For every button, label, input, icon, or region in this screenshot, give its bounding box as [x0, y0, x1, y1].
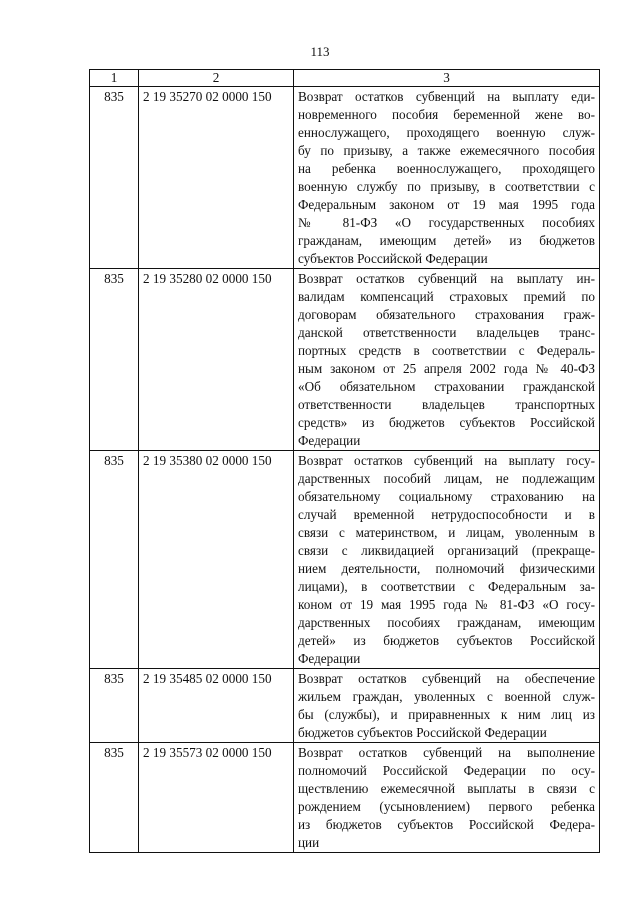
admin-code-cell: 835 [90, 269, 139, 451]
admin-code-cell: 835 [90, 743, 139, 853]
description-cell [294, 87, 600, 269]
table-header-row [90, 70, 600, 87]
description-line: средств» из бюджетов субъектов Российской [298, 415, 595, 430]
admin-code-cell: 835 [90, 87, 139, 269]
description-line: ным законом от 25 апреля 2002 года № 40-ФЗ [298, 361, 595, 376]
description-cell [294, 743, 600, 853]
description-line: Федерации [298, 651, 361, 666]
page-number: 113 [310, 44, 330, 59]
column-header-1: 1 [90, 70, 139, 87]
description-line: детей» из бюджетов субъектов Российской [298, 633, 595, 648]
description-line: бу по призыву, а также ежемесячного пособия [298, 143, 595, 158]
column-header-2: 2 [139, 70, 294, 87]
description-line: Возврат остатков субвенций на выплату ин- [298, 271, 595, 286]
description-line: из бюджетов субъектов Российской Федера- [298, 817, 595, 832]
description-line: случай временной нетрудоспособности и в [298, 507, 595, 522]
table-row [90, 743, 600, 853]
description-line: № 81-ФЗ «О государственных пособиях [298, 215, 595, 230]
admin-code-cell: 835 [90, 451, 139, 669]
budget-classification-code-cell: 2 19 35280 02 0000 150 [139, 269, 294, 451]
description-line: лицами), в соответствии с Федеральным за- [298, 579, 595, 594]
description-line: бы (службы), и приравненных к ним лиц из [298, 707, 595, 722]
description-line: жильем граждан, уволенных с военной служ- [298, 689, 595, 704]
budget-codes-table [89, 69, 600, 853]
description-line: обязательному социальному страхованию на [298, 489, 595, 504]
description-line: еннослужащего, проходящего военную служ- [298, 125, 595, 140]
description-line: связи с ликвидацией организаций (прекраще- [298, 543, 595, 558]
description-line: гражданам, имеющим детей» из бюджетов [298, 233, 595, 248]
description-line: Возврат остатков субвенций на обеспечение [298, 671, 595, 686]
description-cell [294, 669, 600, 743]
description-line: Федерации [298, 433, 361, 448]
description-cell [294, 269, 600, 451]
description-line: Возврат остатков субвенций на выполнение [298, 745, 595, 760]
description-line: договорам обязательного страхования граж- [298, 307, 595, 322]
description-line: военную службу по призыву, в соответствии с [298, 179, 595, 194]
description-line: Возврат остатков субвенций на выплату еди- [298, 89, 595, 104]
description-line: портных средств в соответствии с Федераль- [298, 343, 595, 358]
description-line: полномочий Российской Федерации по осу- [298, 763, 595, 778]
description-line: ществлению ежемесячной выплаты в связи с [298, 781, 595, 796]
budget-classification-code-cell: 2 19 35485 02 0000 150 [139, 669, 294, 743]
description-line: дарственных пособиях гражданам, имеющим [298, 615, 595, 630]
description-line: Возврат остатков субвенций на выплату госу- [298, 453, 595, 468]
table-row [90, 269, 600, 451]
description-line: ответственности владельцев транспортных [298, 397, 595, 412]
budget-classification-code-cell: 2 19 35380 02 0000 150 [139, 451, 294, 669]
column-header-3: 3 [294, 70, 600, 87]
budget-classification-code-cell: 2 19 35270 02 0000 150 [139, 87, 294, 269]
description-line: рождением (усыновлением) первого ребенка [298, 799, 595, 814]
description-line: Федеральным законом от 19 мая 1995 года [298, 197, 595, 212]
description-line: коном от 19 мая 1995 года № 81-ФЗ «О госу- [298, 597, 595, 612]
budget-classification-code-cell: 2 19 35573 02 0000 150 [139, 743, 294, 853]
description-line: новременного пособия беременной жене во- [298, 107, 595, 122]
description-line: субъектов Российской Федерации [298, 251, 488, 266]
description-line: «Об обязательном страховании гражданской [298, 379, 595, 394]
description-line: на ребенка военнослужащего, проходящего [298, 161, 595, 176]
description-line: нием деятельности, полномочий физическими [298, 561, 595, 576]
table-row [90, 451, 600, 669]
description-line: данской ответственности владельцев транс- [298, 325, 595, 340]
description-line: валидам компенсаций страховых премий по [298, 289, 595, 304]
description-line: связи с материнством, и лицам, уволенным в [298, 525, 595, 540]
description-line: ции [298, 835, 320, 850]
table-row [90, 87, 600, 269]
description-line: дарственных пособий лицам, не подлежащим [298, 471, 595, 486]
admin-code-cell: 835 [90, 669, 139, 743]
description-line: бюджетов субъектов Российской Федерации [298, 725, 547, 740]
description-cell [294, 451, 600, 669]
table-row [90, 669, 600, 743]
